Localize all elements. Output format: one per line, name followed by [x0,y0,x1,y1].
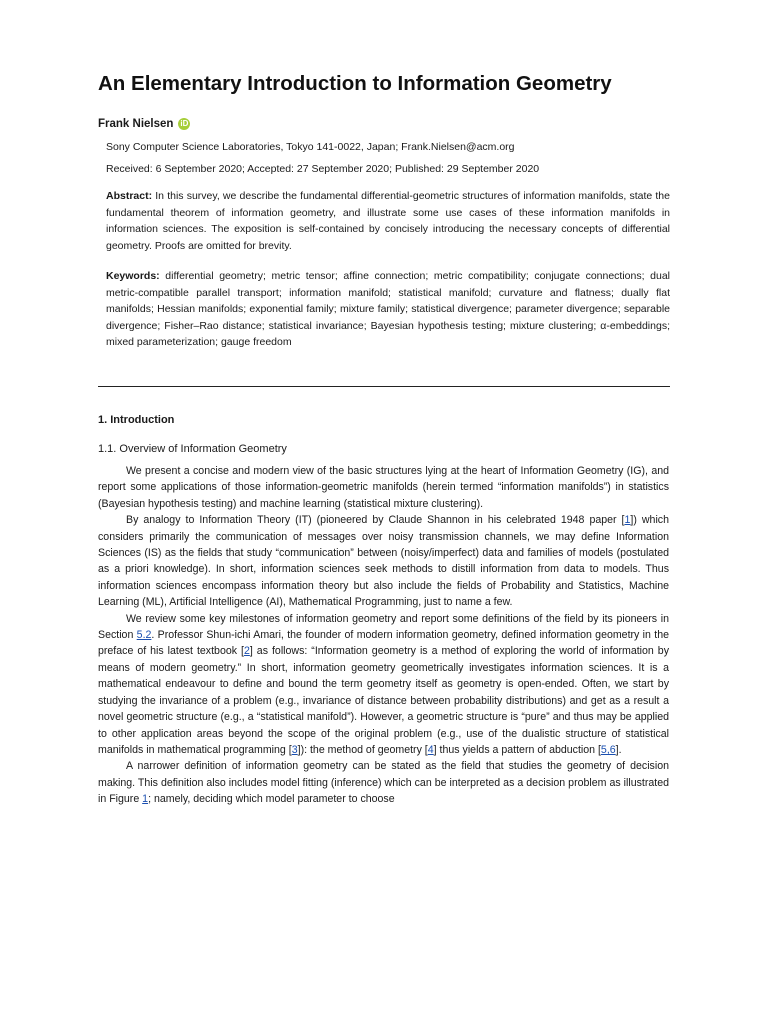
paragraph-3-text: . Professor Shun-ichi Amari, the founder of modern information geometry, defined information geometry in the preface of his latest textbook [ [98,629,669,658]
section-link-5-2[interactable]: 5.2 [136,629,152,642]
paragraph-3-text: We review some key milestones of information geometry and report some definitions of the field by its pioneers in Section [98,612,669,642]
figure-link-1[interactable]: 1 [142,793,149,806]
affiliation: Sony Computer Science Laboratories, Tokyo 141-0022, Japan; Frank.Nielsen@acm.org [106,141,515,153]
paragraph-3-text: ]. [615,743,622,756]
paragraph-3 [98,611,669,759]
citation-link-3[interactable]: 3 [291,743,298,756]
keywords [106,268,670,351]
citation-link-5-6[interactable]: 5,6 [600,743,616,756]
section-divider [98,386,670,387]
abstract [106,188,670,254]
paragraph-3-text: ]): the method of geometry [ [297,743,428,756]
paragraph-4 [98,758,669,807]
citation-link-1[interactable]: 1 [624,514,631,527]
abstract-label: Abstract: [106,190,153,202]
publication-dates: Received: 6 September 2020; Accepted: 27 September 2020; Published: 29 September 2020 [106,163,540,175]
paragraph-4-text: A narrower definition of information geometry can be stated as the field that studies the geometry of decision making. This definition also includes model fitting (inference) which can be interpreted as a decision problem as illustrated in Figure [98,760,669,806]
keywords-label: Keywords: [106,270,160,282]
paragraph-2-text: By analogy to Information Theory (IT) (pioneered by Claude Shannon in his celebrated 1948 paper [ [126,514,625,527]
keywords-text: differential geometry; metric tensor; affine connection; metric compatibility; conjugate connections; dual metric-compatible parallel transport; information manifold; statistical manifold; curvature and flatness; dually flat manifolds; Hessian manifolds; exponential family; mixture family; statistical divergence; parameter divergence; separable divergence; Fisher–Rao distance; statistical invariance; Bayesian hypothesis testing; mixture clustering; α-embeddings; mixed parameterization; gauge freedom [106,270,670,348]
body-text [98,463,669,808]
subsection-heading: 1.1. Overview of Information Geometry [98,443,287,455]
paper-title: An Elementary Introduction to Information Geometry [98,72,612,95]
paragraph-2 [98,512,669,610]
paragraph-1: We present a concise and modern view of the basic structures lying at the heart of Information Geometry (IG), and report some applications of those information-geometric manifolds (herein termed “information manifolds”) in statistics (Bayesian hypothesis testing) and machine learning (statistical mixture clustering). [98,465,669,510]
author-name: Frank Nielsen [98,118,174,130]
paragraph-3-text: ] thus yields a pattern of abduction [ [433,743,601,756]
abstract-text: In this survey, we describe the fundamental differential-geometric structures of information manifolds, state the fundamental theorem of information geometry, and illustrate some use cases of these information manifolds in information sciences. The exposition is self-contained by concisely introducing the necessary concepts of differential geometry. Proofs are omitted for brevity. [106,190,670,252]
citation-link-2[interactable]: 2 [243,645,250,658]
section-heading: 1. Introduction [98,414,175,426]
paragraph-3-text: ] as follows: “Information geometry is a method of exploring the world of information by means of modern geometry.” In short, information geometry geometrically investigates information sciences. It is a mathematical endeavour to define and bound the term geometry itself as geometry is open-ended. Often, we start by studying the invariance of a problem (e.g., invariance of distance between probability distributions) and get as a result a novel geometric structure (e.g., a “statistical manifold”). However, a geometric structure is “pure” and thus may be applied to other application areas beyond the scope of the original problem (e.g., use of the dualistic structure of statistical manifolds in mathematical programming [ [98,645,669,756]
orcid-icon[interactable]: iD [180,119,189,128]
citation-link-4[interactable]: 4 [427,743,434,756]
author-line [98,118,190,130]
paragraph-4-text: ; namely, deciding which model parameter to choose [148,793,395,806]
paragraph-2-text: ]) which considers primarily the communication of messages over noisy transmission channels, we may define Information Sciences (IS) as the fields that study “communication” between (noisy/imperfect) data and families of models (postulated as a priori knowledge). In short, information sciences seek methods to distill information from data to models. Thus information sciences encompass information theory but also include the fields of Probability and Statistics, Machine Learning (ML), Artificial Intelligence (AI), Mathematical Programming, just to name a few. [98,514,669,609]
